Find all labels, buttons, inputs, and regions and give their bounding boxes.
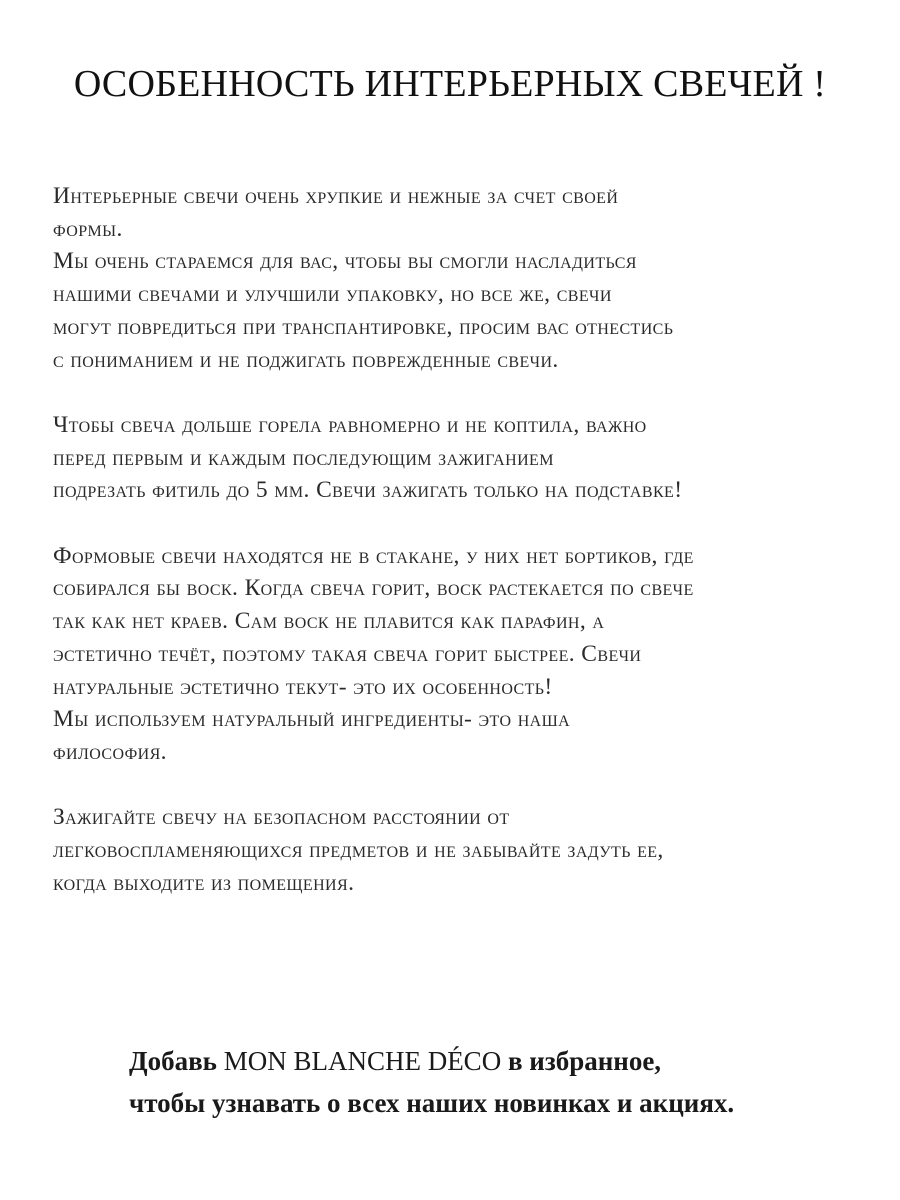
footer-line-2-text: чтобы узнавать о всех наших новинках и акциях.: [129, 1088, 735, 1118]
body-text: [53, 180, 873, 932]
text-line: Мы используем натуральный ингредиенты- это наша: [53, 706, 571, 733]
paragraph-molded-candles: [53, 540, 873, 769]
text-line: формы.: [53, 215, 123, 242]
text-line: когда выходите из помещения.: [53, 869, 355, 896]
text-line: легковоспламеняющихся предметов и не забывайте задуть ее,: [53, 837, 664, 864]
paragraph-wick: [53, 409, 873, 507]
paragraph-fragility: [53, 180, 873, 376]
text-line: Мы очень стараемся для вас, чтобы вы смогли насладиться: [53, 248, 637, 275]
text-line: с пониманием и не поджигать поврежденные свечи.: [53, 346, 559, 373]
text-line: эстетично течёт, поэтому такая свеча горит быстрее. Свечи: [53, 640, 642, 667]
text-line: натуральные эстетично текут- это их особенность!: [53, 673, 553, 700]
text-line: Формовые свечи находятся не в стакане, у них нет бортиков, где: [53, 542, 694, 569]
text-line: нашими свечами и улучшили упаковку, но все же, свечи: [53, 281, 612, 308]
favorites-call-to-action: [129, 1040, 849, 1124]
footer-suffix: в избранное,: [501, 1046, 662, 1076]
text-line: философия.: [53, 738, 167, 765]
page-title: ОСОБЕННОСТЬ ИНТЕРЬЕРНЫХ СВЕЧЕЙ !: [73, 63, 827, 105]
text-line: так как нет краев. Сам воск не плавится как парафин, а: [53, 608, 605, 635]
text-line: Интерьерные свечи очень хрупкие и нежные за счет своей: [53, 183, 619, 209]
text-line: Зажигайте свечу на безопасном расстоянии от: [53, 804, 510, 831]
brand-name: MON BLANCHE DÉCO: [223, 1046, 502, 1076]
footer-line-2: [129, 1082, 849, 1124]
text-line: собирался бы воск. Когда свеча горит, воск растекается по свече: [53, 575, 694, 602]
text-line: подрезать фитиль до 5 мм. Свечи зажигать только на подставке!: [53, 477, 683, 504]
footer-line-1: [129, 1040, 849, 1082]
text-line: могут повредиться при транспантировке, просим вас отнестись: [53, 313, 674, 340]
paragraph-safety: [53, 801, 873, 899]
text-line: Чтобы свеча дольше горела равномерно и не коптила, важно: [53, 411, 647, 438]
footer-prefix: Добавь: [129, 1046, 224, 1076]
text-line: перед первым и каждым последующим зажиганием: [53, 444, 554, 471]
